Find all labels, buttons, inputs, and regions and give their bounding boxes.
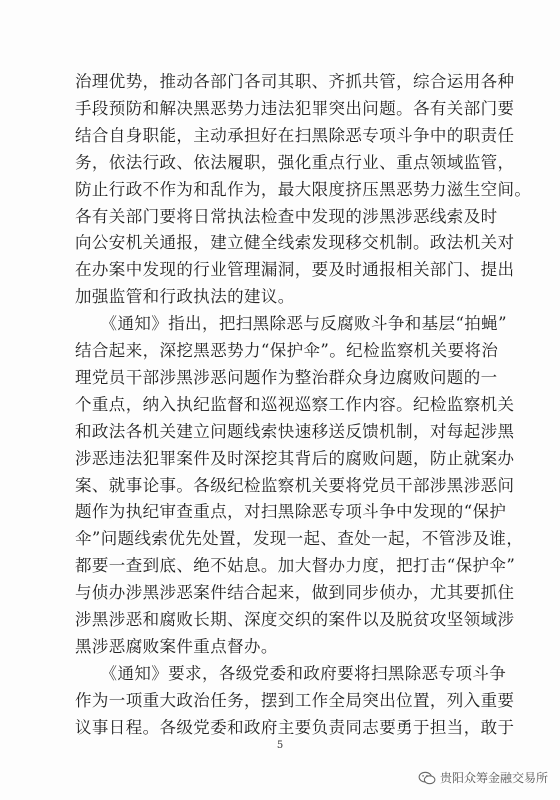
text-line: 个重点，纳入执纪监督和巡视巡察工作内容。纪检监察机关	[75, 394, 515, 414]
text-line: 向公安机关通报，建立健全线索发现移交机制。政法机关对	[75, 233, 515, 253]
text-line: 结合起来，深挖黑恶势力“保护伞”。纪检监察机关要将治	[75, 341, 499, 360]
watermark	[418, 769, 548, 786]
watermark-text: 贵阳众筹金融交易所	[439, 771, 548, 785]
text-line: 加强监管和行政执法的建议。	[75, 287, 295, 307]
wechat-icon	[418, 771, 436, 785]
text-line: 结合自身职能，主动承担好在扫黑除恶专项斗争中的职责任	[75, 125, 515, 145]
text-line: 和政法各机关建立问题线索快速移送反馈机制，对每起涉黑	[75, 421, 515, 441]
text-line: 《通知》指出，把扫黑除恶与反腐败斗争和基层“拍蝇”	[75, 314, 507, 334]
text-line: 治理优势，推动各部门各司其职、齐抓共管，综合运用各种	[75, 72, 515, 91]
text-line: 都要一查到底、绝不姑息。加大督办力度，把打击“保护伞”	[75, 556, 516, 576]
text-line: 与侦办涉黑涉恶案件结合起来，做到同步侦办，尤其要抓住	[75, 583, 515, 603]
text-line: 务，依法行政、依法履职，强化重点行业、重点领域监管，	[75, 152, 515, 172]
text-line: 黑涉恶腐败案件重点督办。	[75, 636, 278, 656]
page-number: 5	[276, 740, 284, 751]
text-line: 手段预防和解决黑恶势力违法犯罪突出问题。各有关部门要	[75, 98, 515, 118]
text-line: 伞”问题线索优先处置，发现一起、查处一起，不管涉及谁，	[75, 529, 524, 549]
text-line: 防止行政不作为和乱作为，最大限度挤压黑恶势力滋生空间。	[75, 179, 532, 199]
text-line: 在办案中发现的行业管理漏洞，要及时通报相关部门、提出	[75, 260, 515, 280]
text-line: 涉恶违法犯罪案件及时深挖其背后的腐败问题，防止就案办	[75, 448, 515, 468]
text-line: 题作为执纪审查重点，对扫黑除恶专项斗争中发现的“保护	[75, 502, 507, 522]
text-line: 《通知》要求，各级党委和政府要将扫黑除恶专项斗争	[75, 663, 507, 683]
text-line: 理党员干部涉黑涉恶问题作为整治群众身边腐败问题的一	[75, 367, 498, 387]
text-line: 涉黑涉恶和腐败长期、深度交织的案件以及脱贫攻坚领域涉	[75, 610, 515, 629]
text-line: 作为一项重大政治任务，摆到工作全局突出位置，列入重要	[75, 690, 515, 710]
text-line: 议事日程。各级党委和政府主要负责同志要勇于担当，敢于	[75, 717, 515, 737]
text-line: 案、就事论事。各级纪检监察机关要将党员干部涉黑涉恶问	[75, 475, 515, 495]
text-line: 各有关部门要将日常执法检查中发现的涉黑涉恶线索及时	[75, 206, 498, 226]
